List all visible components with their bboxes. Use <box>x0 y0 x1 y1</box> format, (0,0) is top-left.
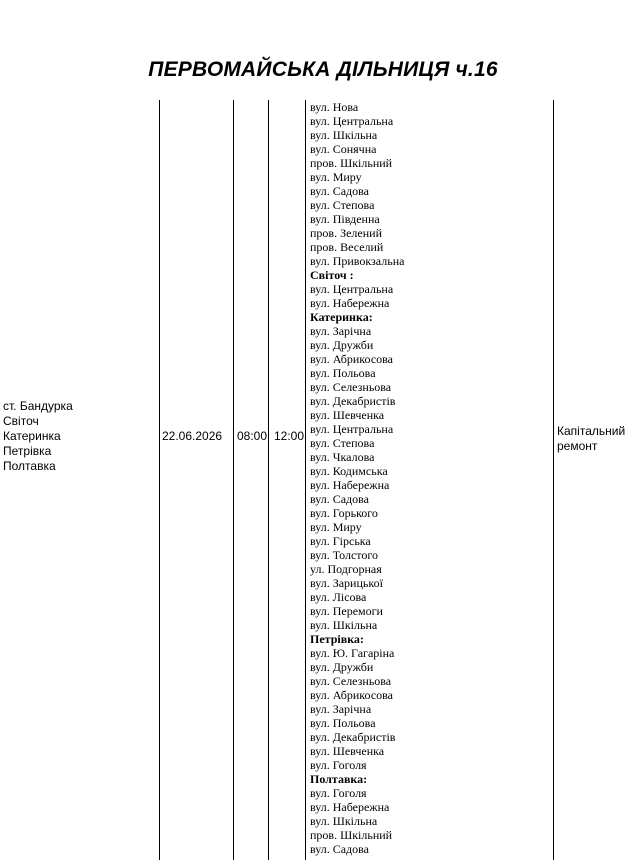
village-header: Катеринка: <box>310 310 373 324</box>
street-item: вул. Набережна <box>310 296 390 310</box>
street-item: вул. Шевченка <box>310 744 385 758</box>
street-item: вул. Центральна <box>310 114 394 128</box>
street-item: вул. Лісова <box>310 590 367 604</box>
street-item: вул. Декабристів <box>310 394 396 408</box>
street-item: вул. Кодимська <box>310 464 388 478</box>
location-name: Полтавка <box>3 459 56 473</box>
street-item: вул. Селезньова <box>310 380 392 394</box>
column-divider <box>553 100 554 860</box>
column-divider <box>305 100 306 860</box>
street-item: вул. Польова <box>310 366 376 380</box>
village-header: Полтавка: <box>310 772 368 786</box>
location-name: Світоч <box>3 414 39 428</box>
column-divider <box>268 100 269 860</box>
street-item: пров. Веселий <box>310 240 384 254</box>
location-name: Катеринка <box>3 429 61 443</box>
street-item: вул. Центральна <box>310 282 394 296</box>
street-item: вул. Гоголя <box>310 786 367 800</box>
street-item: вул. Набережна <box>310 800 390 814</box>
street-item: вул. Набережна <box>310 478 390 492</box>
location-name: Петрівка <box>3 444 52 458</box>
street-item: вул. Зарічна <box>310 324 372 338</box>
street-item: вул. Толстого <box>310 548 379 562</box>
page-title: ПЕРВОМАЙСЬКА ДІЛЬНИЦЯ ч.16 <box>148 58 498 81</box>
street-item: пров. Шкільний <box>310 156 393 170</box>
street-item: вул. Абрикосова <box>310 352 393 366</box>
street-item: вул. Шкільна <box>310 814 378 828</box>
street-item: вул. Садова <box>310 492 369 506</box>
street-item: вул. Гоголя <box>310 758 367 772</box>
street-item: вул. Степова <box>310 436 375 450</box>
street-item: вул. Дружби <box>310 338 374 352</box>
street-item: вул. Шкільна <box>310 128 378 142</box>
street-item: ул. Подгорная <box>310 562 382 576</box>
street-item: вул. Гірська <box>310 534 371 548</box>
street-item: вул. Центральна <box>310 422 394 436</box>
street-item: вул. Степова <box>310 198 375 212</box>
street-item: вул. Польова <box>310 716 376 730</box>
date-cell: 22.06.2026 <box>162 429 223 443</box>
street-item: вул. Горького <box>310 506 378 520</box>
street-item: вул. Садова <box>310 184 369 198</box>
street-item: вул. Зарицької <box>310 576 383 590</box>
street-item: вул. Садова <box>310 842 369 856</box>
village-header: Петрівка: <box>310 632 364 646</box>
street-item: вул. Шевченка <box>310 408 385 422</box>
village-header: Світоч : <box>310 268 354 282</box>
street-item: вул. Декабристів <box>310 730 396 744</box>
street-item: вул. Шкільна <box>310 618 378 632</box>
street-item: пров. Шкільний <box>310 828 393 842</box>
street-item: вул. Нова <box>310 100 359 114</box>
street-item: вул. Миру <box>310 520 362 534</box>
street-item: вул. Дружби <box>310 660 374 674</box>
streets-cell <box>310 100 404 856</box>
column-divider <box>233 100 234 860</box>
street-item: вул. Привокзальна <box>310 254 405 268</box>
street-item: вул. Перемоги <box>310 604 383 618</box>
street-item: вул. Чкалова <box>310 450 375 464</box>
street-item: вул. Селезньова <box>310 674 392 688</box>
reason-cell: Капітальний ремонт <box>557 424 626 453</box>
street-item: вул. Південна <box>310 212 380 226</box>
street-item: вул. Абрикосова <box>310 688 393 702</box>
start-time-cell: 08:00 <box>237 429 268 443</box>
column-divider <box>159 100 160 860</box>
locations-cell <box>3 399 73 474</box>
street-item: вул. Сонячна <box>310 142 377 156</box>
street-item: вул. Зарічна <box>310 702 372 716</box>
location-name: ст. Бандурка <box>3 399 73 413</box>
street-item: вул. Ю. Гагаріна <box>310 646 395 660</box>
street-item: пров. Зелений <box>310 226 383 240</box>
end-time-cell: 12:00 <box>274 429 305 443</box>
street-item: вул. Миру <box>310 170 362 184</box>
